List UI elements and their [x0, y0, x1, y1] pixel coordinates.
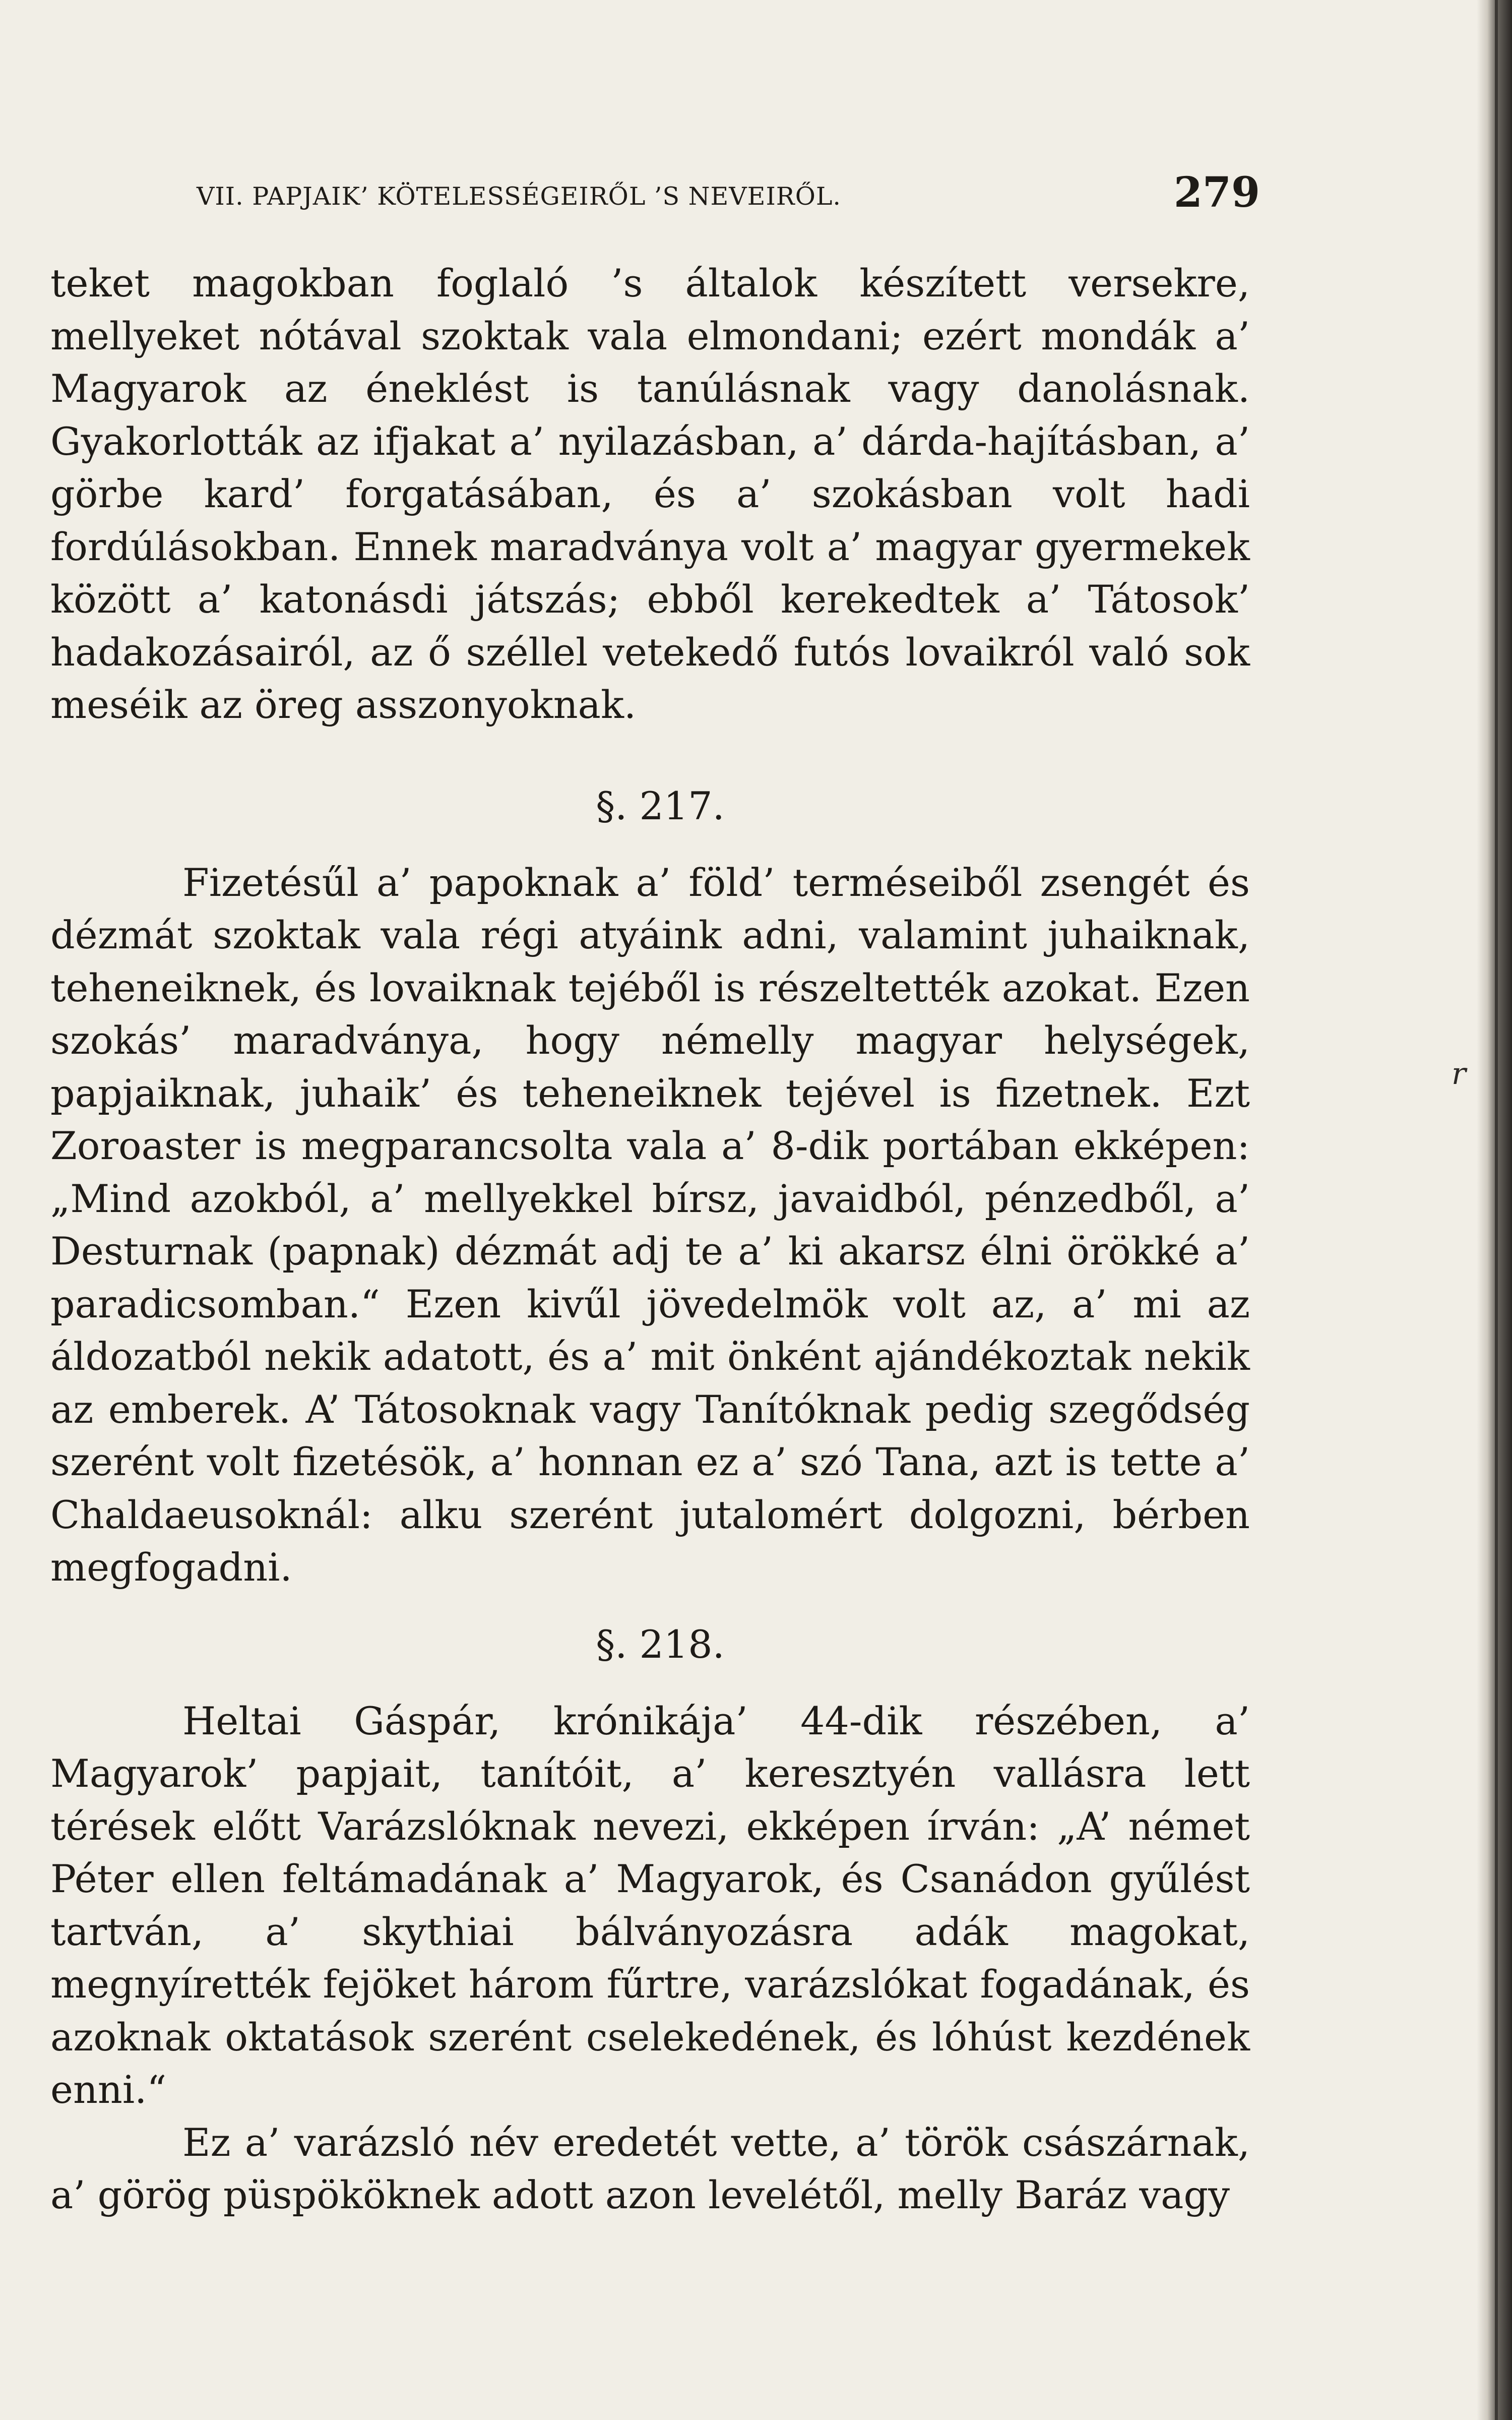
body-text [50, 257, 1250, 2222]
running-head: VII. PAPJAIK’ KÖTELESSÉGEIRŐL ’S NEVEIRŐL. [197, 182, 841, 211]
paragraph-section-218: Heltai Gáspár, krónikája’ 44-dik részében, a’ Magyarok’ papjait, tanítóit, a’ keresztyén vallásra lett térések előtt Varázslóknak nevezi, ekképen írván: „A’ német Péter ellen feltámadának a’ Magyarok, és Csanádon gyűlést tartván, a’ skythiai bálványozásra adák magokat, megnyírették fejöket három fűrtre, varázslókat fogadának, és azoknak oktatások szerént cselekedének, és lóhúst kezdének enni.“ [50, 1698, 1250, 2112]
page-header [197, 161, 1260, 217]
page-number: 279 [1173, 168, 1260, 217]
binding-shadow [1477, 0, 1512, 2420]
binding-edge [1495, 0, 1498, 2420]
margin-mark: r [1452, 1056, 1466, 1092]
section-heading-217: §. 217. [596, 783, 725, 828]
paragraph-section-217: Fizetésűl a’ papoknak a’ föld’ terméseiből zsengét és dézmát szoktak vala régi atyáink adni, valamint juhaiknak, teheneiknek, és lovaiknak tejéből is részeltették azokat. Ezen szokás’ maradványa, hogy némelly magyar helységek, papjaiknak, juhaik’ és teheneiknek tejével is fizetnek. Ezt Zoroaster is megparancsolta vala a’ 8-dik portában ekképen: „Mind azokból, a’ mellyekkel bírsz, javaidból, pénzedből, a’ Desturnak (papnak) dézmát adj te a’ ki akarsz élni örökké a’ paradicsomban.“ Ezen kivűl jövedelmök volt az, a’ mi az áldozatból nekik adatott, és a’ mit önként ajándékoztak nekik az emberek. A’ Tátosoknak vagy Tanítóknak pedig szegődség szerént volt fizetésök, a’ honnan ez a’ szó Tana, azt is tette a’ Chaldaeusoknál: alku szerént jutalomért dolgozni, bérben megfogadni. [50, 860, 1250, 1590]
paragraph-continuation: teket magokban foglaló ’s általok készített versekre, mellyeket nótával szoktak vala elmondani; ezért mondák a’ Magyarok az éneklést is tanúlásnak vagy danolásnak. Gyakorlották az ifjakat a’ nyilazásban, a’ dárda-hajításban, a’ görbe kard’ forgatásában, és a’ szokásban volt hadi fordúlásokban. Ennek maradványa volt a’ magyar gyermekek között a’ katonásdi játszás; ebből kerekedtek a’ Tátosok’ hadakozásairól, az ő széllel vetekedő futós lovaikról való sok meséik az öreg asszonyoknak. [50, 261, 1250, 727]
paragraph-varazslo: Ez a’ varázsló név eredetét vette, a’ török császárnak, a’ görög püspököknek adott azon levelétől, melly Baráz vagy [50, 2120, 1250, 2217]
section-heading-218: §. 218. [596, 1621, 725, 1667]
